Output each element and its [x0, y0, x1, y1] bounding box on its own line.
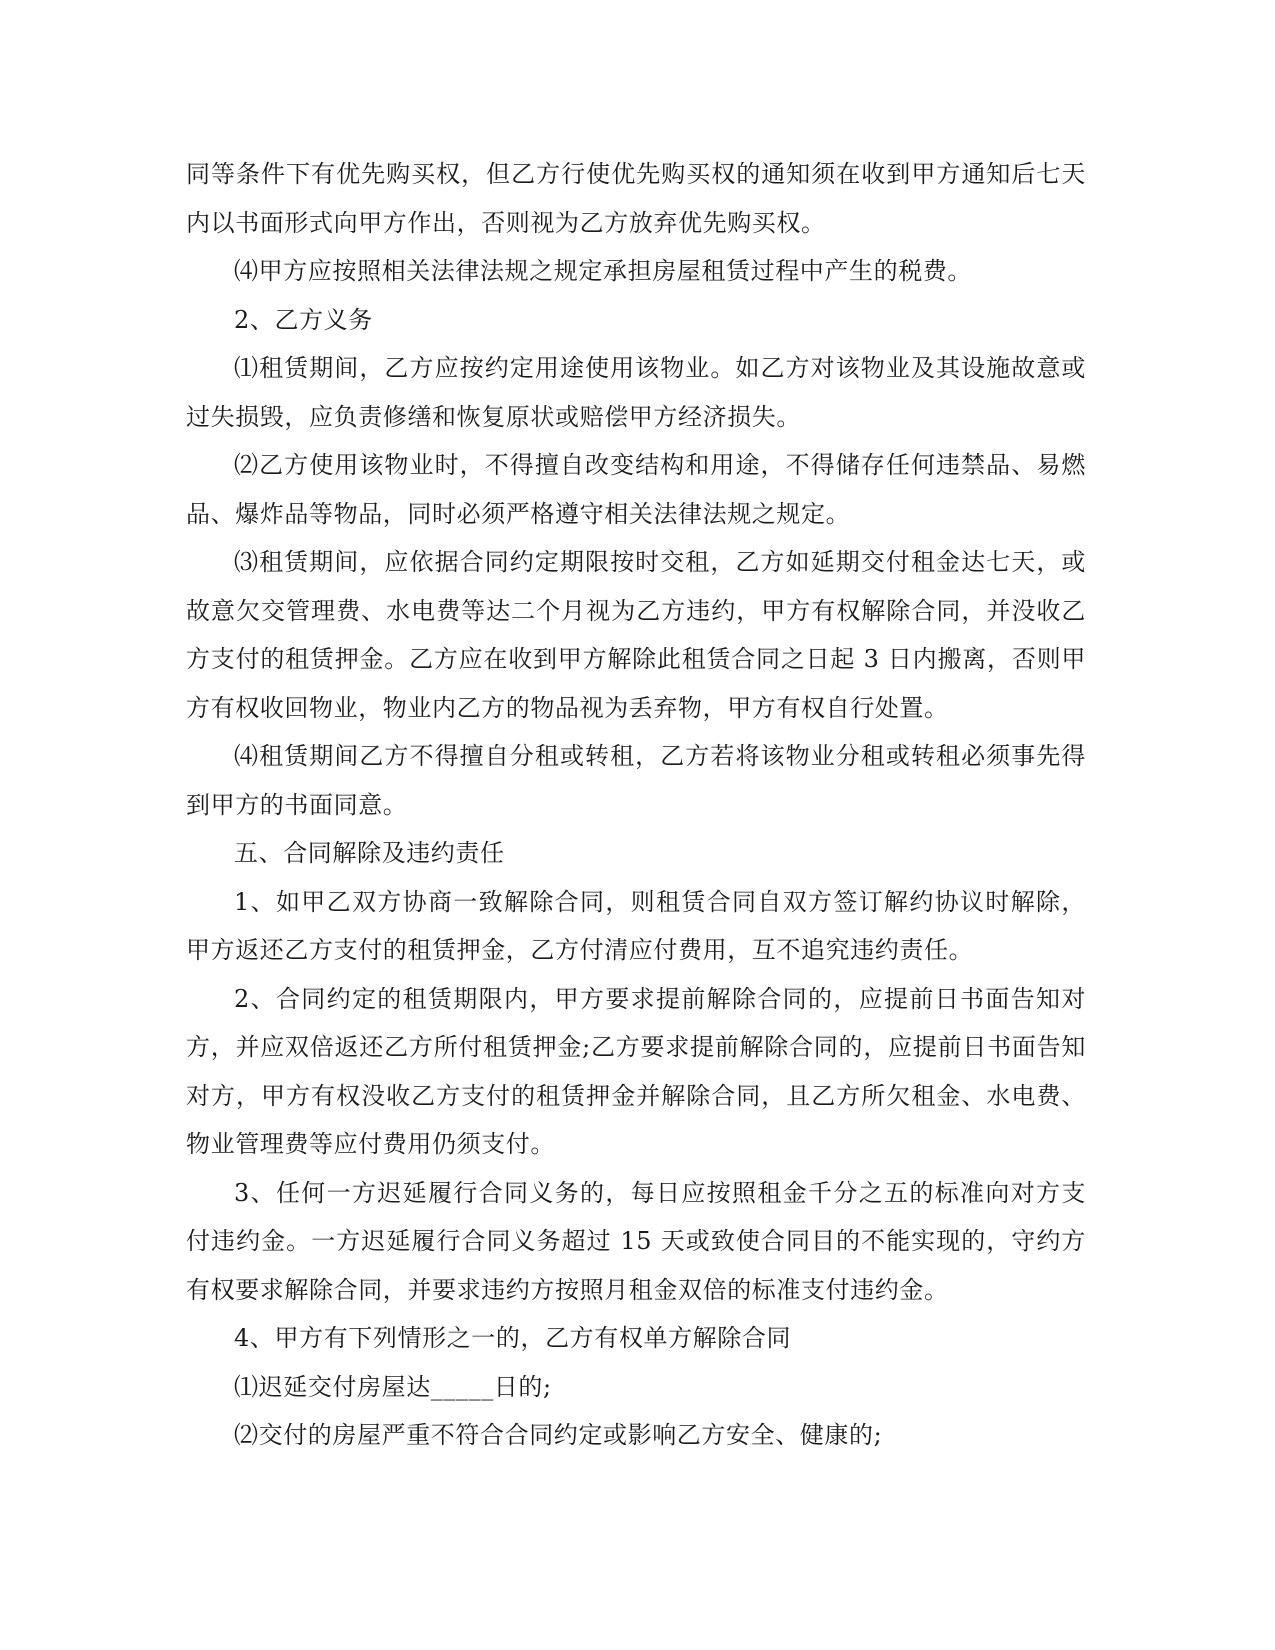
clause-tenant-rent-payment: ⑶租赁期间，应依据合同约定期限按时交租，乙方如延期交付租金达七天，或故意欠交管理费、水电费等达二个月视为乙方违约，甲方有权解除合同，并没收乙方支付的租赁押金。乙方应在收到甲方解除此租赁合同之日起 3 日内搬离，否则甲方有权收回物业，物业内乙方的物品视为丢弃物，甲方有权自行处置。 — [186, 548, 1086, 722]
clause-late-performance: 3、任何一方迟延履行合同义务的，每日应按照租金千分之五的标准向对方支付违约金。一方迟延履行合同义务超过 15 天或致使合同目的不能实现的，守约方有权要求解除合同，并要求违约方按照月租金双倍的标准支付违约金。 — [186, 1178, 1086, 1304]
clause-landlord-taxes: ⑷甲方应按照相关法律法规之规定承担房屋租赁过程中产生的税费。 — [234, 257, 972, 285]
clause-mutual-termination: 1、如甲乙双方协商一致解除合同，则租赁合同自双方签订解约协议时解除，甲方返还乙方支付的租赁押金，乙方付清应付费用，互不追究违约责任。 — [186, 887, 1086, 964]
clause-nonconforming-house: ⑵交付的房屋严重不符合合同约定或影响乙方安全、健康的; — [234, 1421, 883, 1449]
paragraph-priority-purchase: 同等条件下有优先购买权，但乙方行使优先购买权的通知须在收到甲方通知后七天内以书面形式向甲方作出，否则视为乙方放弃优先购买权。 — [186, 160, 1086, 237]
section-heading-tenant-obligations: 2、乙方义务 — [234, 305, 373, 334]
clause-late-delivery: ⑴迟延交付房屋达_____日的; — [234, 1372, 552, 1401]
document-body — [186, 150, 1086, 1460]
clause-tenant-use: ⑴租赁期间，乙方应按约定用途使用该物业。如乙方对该物业及其设施故意或过失损毁，应负责修缮和恢复原状或赔偿甲方经济损失。 — [186, 354, 1086, 431]
clause-early-termination: 2、合同约定的租赁期限内，甲方要求提前解除合同的，应提前日书面告知对方，并应双倍返还乙方所付租赁押金;乙方要求提前解除合同的，应提前日书面告知对方，甲方有权没收乙方支付的租赁押金并解除合同，且乙方所欠租金、水电费、物业管理费等应付费用仍须支付。 — [186, 984, 1086, 1158]
clause-tenant-sublet: ⑷租赁期间乙方不得擅自分租或转租，乙方若将该物业分租或转租必须事先得到甲方的书面同意。 — [186, 742, 1086, 819]
clause-tenant-structure: ⑵乙方使用该物业时，不得擅自改变结构和用途，不得储存任何违禁品、易燃品、爆炸品等物品，同时必须严格遵守相关法律法规之规定。 — [186, 451, 1086, 528]
clause-tenant-unilateral-termination: 4、甲方有下列情形之一的，乙方有权单方解除合同 — [234, 1324, 792, 1352]
section-heading-termination: 五、合同解除及违约责任 — [234, 839, 505, 867]
